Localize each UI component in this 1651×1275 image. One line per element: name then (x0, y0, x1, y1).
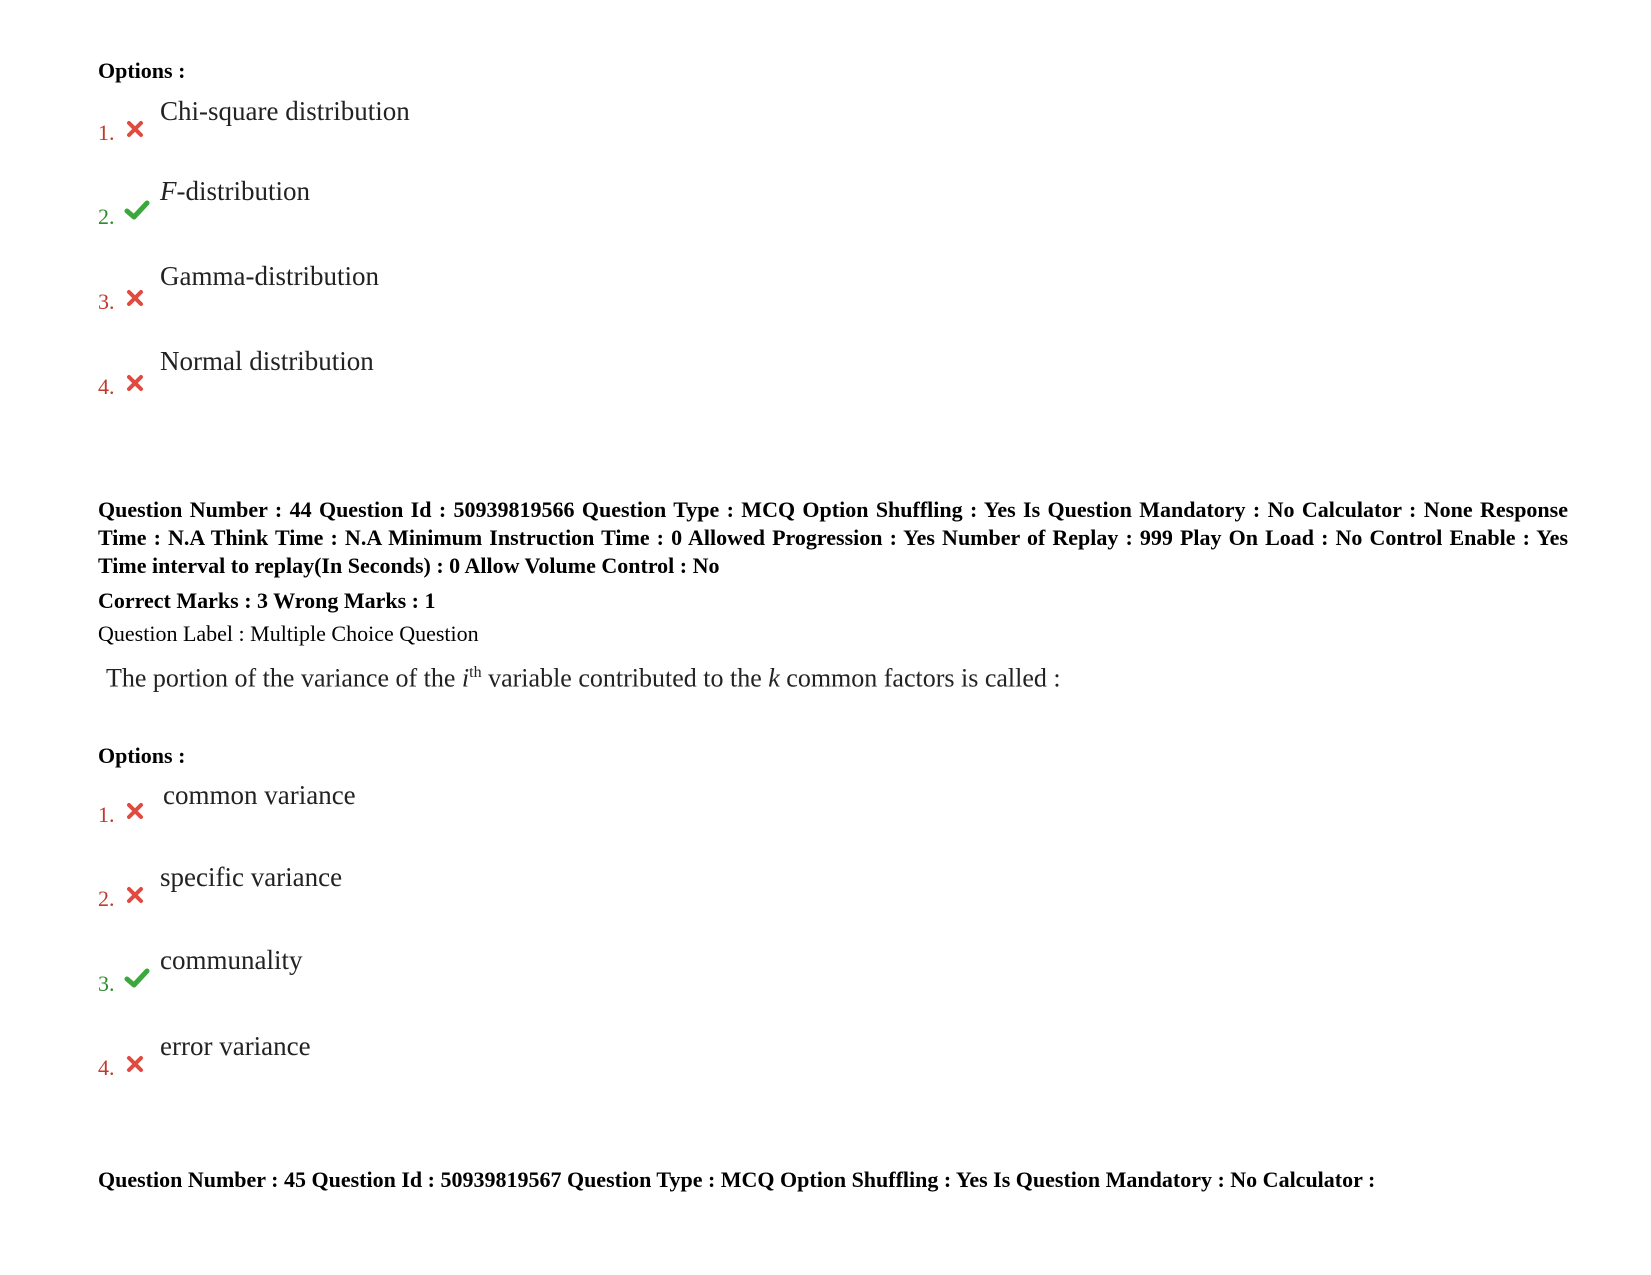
question-var-k: k (768, 663, 780, 693)
options-heading: Options : (98, 743, 186, 768)
correct-check-icon (124, 967, 150, 989)
question-meta: Question Number : 44 Question Id : 50939819566 Question Type : MCQ Option Shuffling : Yes Is Question Mandatory : No Calculator : None Response Time : N.A Think Time : N.A Minimum Instruction Time : 0 Allowed Progression : Yes Number of Replay : 999 Play On Load : No Control Enable : Yes Time interval to replay(In Seconds) : 0 Allow Volume Control : No (98, 497, 1568, 578)
option-number: 4. (98, 1055, 115, 1080)
option-number: 3. (98, 289, 115, 314)
wrong-cross-icon (124, 372, 146, 394)
question-text-part: The portion of the variance of the (106, 663, 462, 693)
option-text (160, 176, 310, 207)
question-label: Question Label : Multiple Choice Question (98, 621, 479, 646)
option-text: common variance (163, 780, 356, 810)
option-number: 4. (98, 374, 115, 399)
question-text (106, 654, 1126, 698)
option-italic-var: F (160, 176, 177, 206)
option-text: Gamma-distribution (160, 261, 379, 291)
option-text: Normal distribution (160, 346, 374, 376)
question-text-part: common factors is called : (779, 663, 1061, 693)
question-text-part: variable contributed to the (481, 663, 769, 693)
wrong-cross-icon (124, 118, 146, 140)
marks-line: Correct Marks : 3 Wrong Marks : 1 (98, 588, 436, 613)
question-var-i: i (461, 663, 470, 693)
wrong-cross-icon (124, 287, 146, 309)
correct-check-icon (124, 199, 150, 221)
wrong-cross-icon (124, 884, 146, 906)
wrong-cross-icon (124, 800, 146, 822)
option-text: specific variance (160, 862, 343, 892)
option-text-rest: -distribution (176, 176, 310, 206)
option-number: 2. (98, 886, 115, 911)
option-text: communality (160, 945, 303, 975)
question-meta: Question Number : 45 Question Id : 50939819567 Question Type : MCQ Option Shuffling : Yes Is Question Mandatory : No Calculator : (98, 1167, 1376, 1192)
option-text: error variance (160, 1031, 311, 1061)
options-heading: Options : (98, 58, 186, 83)
option-number: 3. (98, 971, 115, 996)
option-number: 1. (98, 120, 115, 145)
option-number: 2. (98, 204, 115, 229)
option-number: 1. (98, 802, 115, 827)
option-text: Chi-square distribution (160, 96, 410, 126)
question-superscript: th (469, 664, 482, 681)
wrong-cross-icon (124, 1053, 146, 1075)
